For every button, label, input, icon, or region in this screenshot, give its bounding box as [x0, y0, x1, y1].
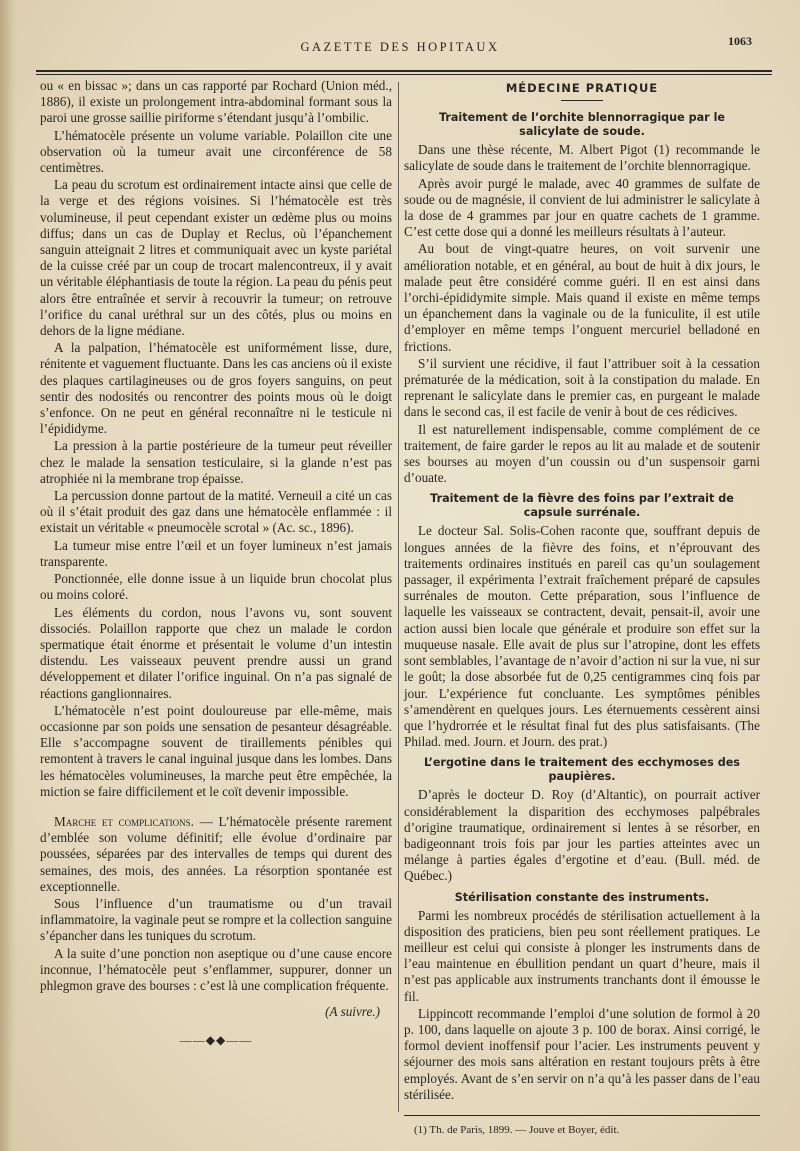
paragraph: Le docteur Sal. Solis-Cohen raconte que, souffrant depuis de longues années de la fièvre des foins, et n’éprouvant des traitements ordinaires institués en pareil cas qu’un soulagement passager, il expérimenta l’extrait fraîchement préparé de capsules surrénales de mouton. Cette préparation, sous l’influence de laquelle les vaisseaux se contractent, devait, pensait-il, avoir une action aussi bien locale que générale et produire son effet sur la muqueuse nasale. Elle avait de plus sur l’atropine, dont les effets sont semblables, l’avantage de n’avoir d’action ni sur la vue, ni sur le goût; la dose absorbée fut de 0,25 centigrammes cinq fois par jour. L’expérience fut concluante. Les symptômes pénibles s’amendèrent en quelques jours. Les éternuements cessèrent ainsi que l’hydrorrée et le résultat final fut des plus satisfaisants. (The Philad. med. Journ. et Journ. des prat.) — [404, 523, 760, 750]
paragraph: Lippincott recommande l’emploi d’une solution de formol à 20 p. 100, dans laquelle on ajoute 3 p. 100 de borax. Ainsi corrigé, le formol devient inoffensif pour l’acier. Les instruments peuvent y séjourner des mois sans altération en restant toujours prêts à être employés. Avant de s’en servir on n’a qu’à les passer dans de l’eau stérilisée. — [404, 1005, 760, 1102]
paragraph: Il est naturellement indispensable, comme complément de ce traitement, de faire garder le repos au lit au malade et de soutenir ses bourses au moyen d’un coussin ou d’un suspensoir garni d’ouate. — [404, 421, 760, 486]
left-column — [40, 78, 392, 1049]
paragraph: A la palpation, l’hématocèle est uniformément lisse, dure, rénitente et vaguement fluctuante. Dans les cas anciens où il existe des plaques cartilagineuses ou de gros foyers sanguins, on peut sentir des nodosités ou rencontrer des points mous où le doigt s’enfonce. On ne peut en général reconnaître ni le testicule ni l’épididyme. — [40, 340, 392, 437]
paragraph: La peau du scrotum est ordinairement intacte ainsi que celle de la verge et des régions voisines. Si l’hématocèle est très volumineuse, il peut cependant exister un œdème plus ou moins diffus; dans un cas de Duplay et Reclus, où l’épanchement sanguin atteignait 2 litres et communiquait avec un kyste pariétal de la cuisse créé par un coup de trocart malencontreux, il y avait un véritable éléphantiasis de toute la région. La peau du pénis peut alors être entraînée et servir à recouvrir la tumeur; on retrouve l’orifice du canal uréthral sur un des côtés, plus ou moins en dehors de la ligne médiane. — [40, 177, 392, 339]
paragraph: S’il survient une récidive, il faut l’attribuer soit à la cessation prématurée de la médication, soit à la constipation du malade. En reprenant le salicylate dans le premier cas, en purgeant le malade dans le second cas, il est facile de venir à bout de ces rédicives. — [404, 355, 760, 420]
paragraph: A la suite d’une ponction non aseptique ou d’une cause encore inconnue, l’hématocèle peut s’enflammer, suppurer, donner un phlegmon grave des bourses : c’est là une complication fréquente. — [40, 945, 392, 993]
paragraph: La pression à la partie postérieure de la tumeur peut réveiller chez le malade la sensation testiculaire, si la glande n’est pas atrophiée ni la membrane trop épaisse. — [40, 438, 392, 486]
paragraph: La tumeur mise entre l’œil et un foyer lumineux n’est jamais transparente. — [40, 537, 392, 569]
footnote-rule — [404, 1115, 760, 1116]
footnote: (1) Th. de Paris, 1899. — Jouve et Boyer, édit. — [414, 1123, 620, 1136]
paragraph: La percussion donne partout de la matité. Verneuil a cité un cas où il s’était produit des gaz dans une hématocèle enflammée : il existait un véritable « pneumocèle scrotal » (Ac. sc., 1896). — [40, 488, 392, 536]
title-rule — [561, 100, 603, 101]
section-title: MÉDECINE PRATIQUE — [505, 81, 659, 95]
article-title: Traitement de la fièvre des foins par l’extrait de capsule surrénale. — [430, 492, 734, 520]
article-title: Stérilisation constante des instruments. — [454, 890, 710, 904]
to-be-continued: (A suivre.) — [325, 1004, 380, 1020]
end-ornament: ——◆◆—— — [179, 1033, 253, 1048]
running-head: GAZETTE DES HOPITAUX — [300, 40, 500, 54]
article-title: L’ergotine dans le traitement des ecchymoses des paupières. — [424, 756, 740, 784]
article-title: Traitement de l’orchite blennorragique par le salicylate de soude. — [438, 111, 726, 139]
paragraph: Sous l’influence d’un traumatisme ou d’un travail inflammatoire, la vaginale peut se rompre et la collection sanguine s’épancher dans les tuniques du scrotum. — [40, 895, 392, 944]
paragraph: Dans une thèse récente, M. Albert Pigot (1) recommande le salicylate de soude dans le traitement de l’orchite blennorragique. — [404, 142, 760, 174]
right-column — [404, 78, 760, 1139]
paragraph: Au bout de vingt-quatre heures, on voit survenir une amélioration notable, et en général, au bout de huit à dix jours, le malade peut être considéré comme guéri. Il en est ainsi dans l’orchi-épididymite simple. Mais quand il existe en même temps un épanchement dans la vaginale ou de la funiculite, il est utile d’employer en même temps l’onguent mercuriel belladoné en frictions. — [404, 241, 760, 354]
paragraph: L’hématocèle n’est point douloureuse par elle-même, mais occasionne par son poids une sensation de pesanteur désagréable. Elle s’accompagne souvent de tiraillements pénibles qui remontent à travers le canal inguinal jusque dans les lombes. Dans les hématocèles volumineuses, la marche peut être empêchée, la miction se faire difficilement et le coït devenir impossible. — [40, 702, 392, 799]
header-double-rule — [36, 70, 772, 75]
run-in-heading: Marche et complications. — [54, 813, 194, 829]
marche-paragraph — [40, 814, 392, 895]
column-divider — [398, 82, 399, 1112]
paragraph: Les éléments du cordon, nous l’avons vu, sont souvent dissociés. Polaillon rapporte que chez un malade le cordon spermatique était énorme et présentait le volume d’un intestin distendu. Les vaisseaux peuvent prendre aussi un grand développement et dilater l’orifice inguinal. On n’a pas signalé de réactions ganglionnaires. — [40, 604, 392, 701]
paragraph: Ponctionnée, elle donne issue à un liquide brun chocolat plus ou moins coloré. — [40, 571, 392, 603]
page-number: 1063 — [728, 34, 752, 48]
paragraph: Parmi les nombreux procédés de stérilisation actuellement à la disposition des praticiens, bien peu sont réellement pratiques. Le meilleur est celui qui consiste à plonger les instruments dans de l’eau maintenue en ébullition pendant un quart d’heure, mais il n’est pas applicable aux instruments tranchants dont il émousse le fil. — [404, 907, 760, 1004]
paragraph: ou « en bissac »; dans un cas rapporté par Rochard (Union méd., 1886), il existe un prolongement intra-abdominal formant sous la paroi une grosse saillie piriforme s’étendant jusqu’à l’ombilic. — [40, 78, 392, 126]
paragraph: Après avoir purgé le malade, avec 40 grammes de sulfate de soude ou de magnésie, il convient de lui administrer le salicylate à la dose de 4 grammes par jour en quatre cachets de 1 gramme. C’est cette dose qui a donné les meilleurs résultats à l’auteur. — [404, 175, 760, 240]
paragraph-text: — L’hématocèle présente rarement d’emblée son volume définitif; elle évolue d’ordinaire par poussées, séparées par des intervalles de temps qui durent des semaines, des mois, des années. La résorption spontanée est exceptionnelle. — [40, 813, 392, 894]
paragraph: D’après le docteur D. Roy (d’Altantic), on pourrait activer considérablement la disparition des ecchymoses palpébrales d’origine traumatique, ordinairement si lentes à se résorber, en badigeonnant trois fois par jour les parties atteintes avec un mélange à parties égales d’ergotine et d’eau. (Bull. méd. de Québec.) — [404, 787, 760, 884]
paragraph: L’hématocèle présente un volume variable. Polaillon cite une observation où la tumeur avait une circonférence de 58 centimètres. — [40, 127, 392, 176]
page-binding-shadow — [0, 0, 16, 1151]
